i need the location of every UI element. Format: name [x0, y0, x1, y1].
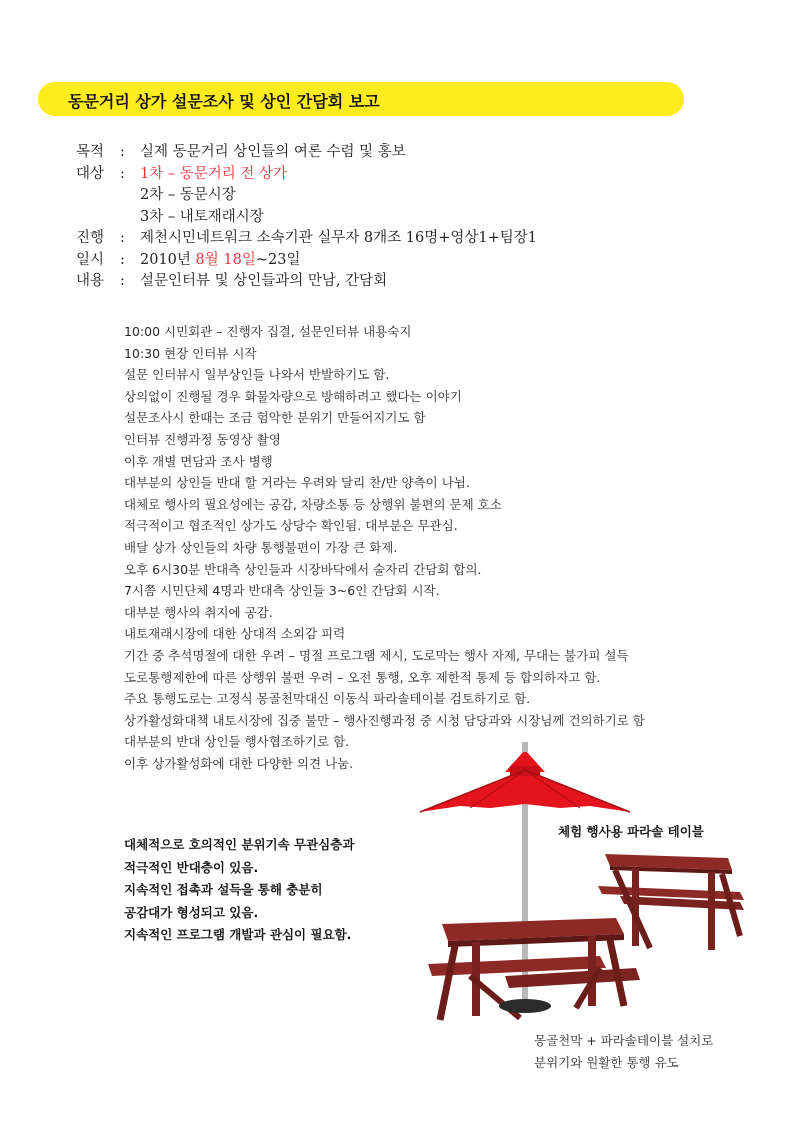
log-line: 주요 통행도로는 고정식 몽골천막대신 이동식 파라솔테이블 검토하기로 함.	[124, 691, 531, 707]
colon: :	[120, 230, 125, 246]
content-value: 설문인터뷰 및 상인들과의 만남, 간담회	[140, 273, 388, 289]
log-line: 10:30 현장 인터뷰 시작	[124, 345, 257, 361]
activity-log	[124, 321, 645, 774]
conduct-label: 진행	[76, 230, 105, 246]
caption-line: 분위기와 원활한 통행 유도	[534, 1055, 679, 1070]
log-line: 오후 6시30분 반대측 상인들과 시장바닥에서 술자리 간담회 합의.	[124, 561, 482, 577]
date-prefix: 2010년	[140, 251, 196, 268]
log-line: 적극적이고 협조적인 상가도 상당수 확인됨. 대부분은 무관심.	[124, 518, 458, 534]
info-section	[76, 142, 537, 293]
target-row	[76, 164, 537, 186]
umbrella-pole	[522, 796, 528, 1006]
colon: :	[120, 251, 125, 268]
target-first: 1차 – 동문거리 전 상가	[140, 165, 287, 182]
log-line: 대부분의 반대 상인들 행사협조하기로 함.	[124, 734, 350, 750]
log-line: 대부분의 상인들 반대 할 거라는 우려와 달리 찬/반 양측이 나뉨.	[124, 475, 470, 491]
caption-line: 몽골천막 + 파라솔테이블 설치로	[534, 1033, 714, 1048]
log-line: 설문조사시 한때는 조금 험악한 분위기 만들어지기도 함	[124, 410, 426, 426]
log-line: 10:00 시민회관 – 진행자 집결, 설문인터뷰 내용숙지	[124, 324, 412, 339]
log-line: 상가활성화대책 내토시장에 집중 불만 – 행사진행과정 중 시청 담당과와 시장님께 건의하기로 함	[124, 712, 645, 728]
title-banner	[38, 82, 684, 116]
summary-line: 적극적인 반대층이 있음.	[124, 859, 259, 875]
log-line: 7시쯤 시민단체 4명과 반대측 상인들 3~6인 간담회 시작.	[124, 583, 440, 599]
target-third-row	[76, 207, 537, 229]
summary-block	[124, 834, 354, 947]
target-third: 3차 – 내토재래시장	[140, 208, 264, 225]
parasol-table-illustration	[410, 736, 760, 1026]
summary-line: 공감대가 형성되고 있음.	[124, 904, 259, 920]
log-line: 도로통행제한에 따른 상행위 불편 우려 – 오전 통행, 오후 제한적 통제 등 합의하자고 함.	[124, 669, 601, 685]
purpose-row	[76, 142, 537, 164]
log-line: 상의없이 진행될 경우 화물차량으로 방해하려고 했다는 이야기	[124, 388, 462, 404]
log-line: 이후 개별 면담과 조사 병행	[124, 453, 273, 469]
content-label: 내용	[76, 273, 105, 289]
log-line: 설문 인터뷰시 일부상인들 나와서 반발하기도 함.	[124, 367, 390, 383]
conduct-value: 제천시민네트워크 소속기관 실무자 8개조 16명+영상1+팀장1	[140, 230, 538, 246]
content-row	[76, 271, 537, 293]
target-second-row	[76, 185, 537, 207]
conduct-row	[76, 228, 537, 250]
date-row	[76, 250, 537, 272]
log-line: 인터뷰 진행과정 동영상 촬영	[124, 431, 281, 447]
date-highlight: 8월 18일	[195, 251, 256, 268]
red-umbrella	[420, 742, 630, 812]
log-line: 배달 상가 상인들의 차량 통행불편이 가장 큰 화제.	[124, 539, 398, 555]
summary-line: 지속적인 접촉과 설득을 통해 충분히	[124, 882, 323, 897]
image-caption	[534, 1030, 713, 1074]
log-line: 내토재래시장에 대한 상대적 소외감 피력	[124, 626, 346, 642]
summary-line: 지속적인 프로그램 개발과 관심이 필요함.	[124, 927, 352, 942]
purpose-label: 목적	[76, 144, 105, 160]
log-line: 대부분 행사의 취지에 공감.	[124, 604, 273, 620]
image-label: 체험 행사용 파라솔 테이블	[558, 824, 704, 839]
colon: :	[120, 144, 125, 160]
purpose-value: 실제 동문거리 상인들의 여론 수렴 및 홍보	[140, 144, 406, 160]
date-suffix: ~23일	[255, 251, 301, 268]
log-line: 이후 상가활성화에 대한 다양한 의견 나눔.	[124, 755, 354, 771]
log-line: 기간 중 추석명절에 대한 우려 – 명절 프로그램 제시, 도로막는 행사 자제, 무대는 불가피 설득	[124, 647, 629, 663]
colon: :	[120, 165, 125, 182]
colon: :	[120, 273, 125, 289]
date-label: 일시	[76, 251, 105, 268]
page-title: 동문거리 상가 설문조사 및 상인 간담회 보고	[68, 92, 380, 111]
summary-line: 대체적으로 호의적인 분위기속 무관심층과	[124, 837, 355, 852]
log-line: 대체로 행사의 필요성에는 공감, 차량소통 등 상행위 불편의 문제 호소	[124, 496, 502, 512]
target-second: 2차 – 동문시장	[140, 187, 236, 203]
target-label: 대상	[76, 165, 105, 182]
umbrella-base	[499, 999, 551, 1013]
